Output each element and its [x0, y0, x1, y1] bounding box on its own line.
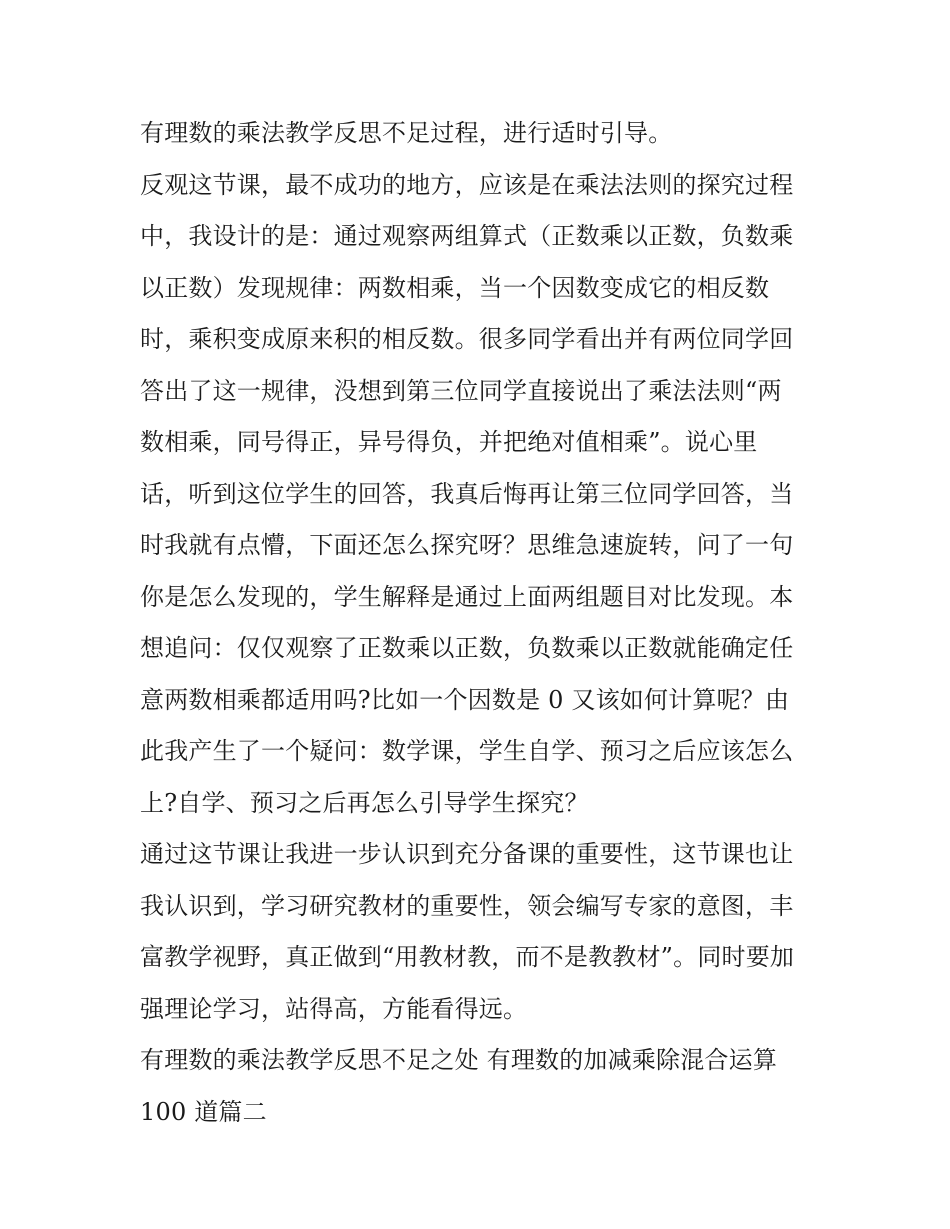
text-line-12: 意两数相乘都适用吗?比如一个因数是 0 又该如何计算呢？由 [140, 685, 790, 714]
text-line-13: 此我产生了一个疑问：数学课，学生自学、预习之后应该怎么 [140, 737, 794, 765]
text-line-10: 你是怎么发现的，学生解释是通过上面两组题目对比发现。本 [140, 582, 794, 611]
text-line-9: 时我就有点懵，下面还怎么探究呀？思维急速旋转，问了一句 [140, 531, 794, 559]
text-line-18: 强理论学习，站得高，方能看得远。 [140, 994, 528, 1023]
text-line-15: 通过这节课让我进一步认识到充分备课的重要性，这节课也让 [140, 840, 794, 868]
text-line-7: 数相乘，同号得正，异号得负，并把绝对值相乘”。说心里 [140, 428, 758, 456]
text-line-11: 想追问：仅仅观察了正数乘以正数，负数乘以正数就能确定任 [140, 634, 794, 662]
text-line-8: 话，听到这位学生的回答，我真后悔再让第三位同学回答，当 [140, 479, 794, 508]
text-line-6: 答出了这一规律，没想到第三位同学直接说出了乘法法则“两 [140, 376, 782, 405]
text-line-3: 中，我设计的是：通过观察两组算式（正数乘以正数，负数乘 [140, 222, 794, 250]
text-line-19: 有理数的乘法教学反思不足之处 有理数的加减乘除混合运算 [140, 1046, 778, 1074]
text-line-2: 反观这节课，最不成功的地方，应该是在乘法法则的探究过程 [140, 170, 794, 199]
text-line-20: 100 道篇二 [140, 1097, 267, 1126]
text-line-1: 有理数的乘法教学反思不足过程，进行适时引导。 [140, 119, 673, 147]
document-body [140, 108, 820, 1138]
text-line-16: 我认识到，学习研究教材的重要性，领会编写专家的意图，丰 [140, 891, 794, 920]
text-line-5: 时，乘积变成原来积的相反数。很多同学看出并有两位同学回 [140, 325, 794, 353]
text-line-17: 富教学视野，真正做到“用教材教，而不是教教材”。同时要加 [140, 943, 795, 971]
text-line-14: 上?自学、预习之后再怎么引导学生探究？ [140, 788, 589, 817]
text-line-4: 以正数）发现规律：两数相乘，当一个因数变成它的相反数 [140, 273, 770, 302]
